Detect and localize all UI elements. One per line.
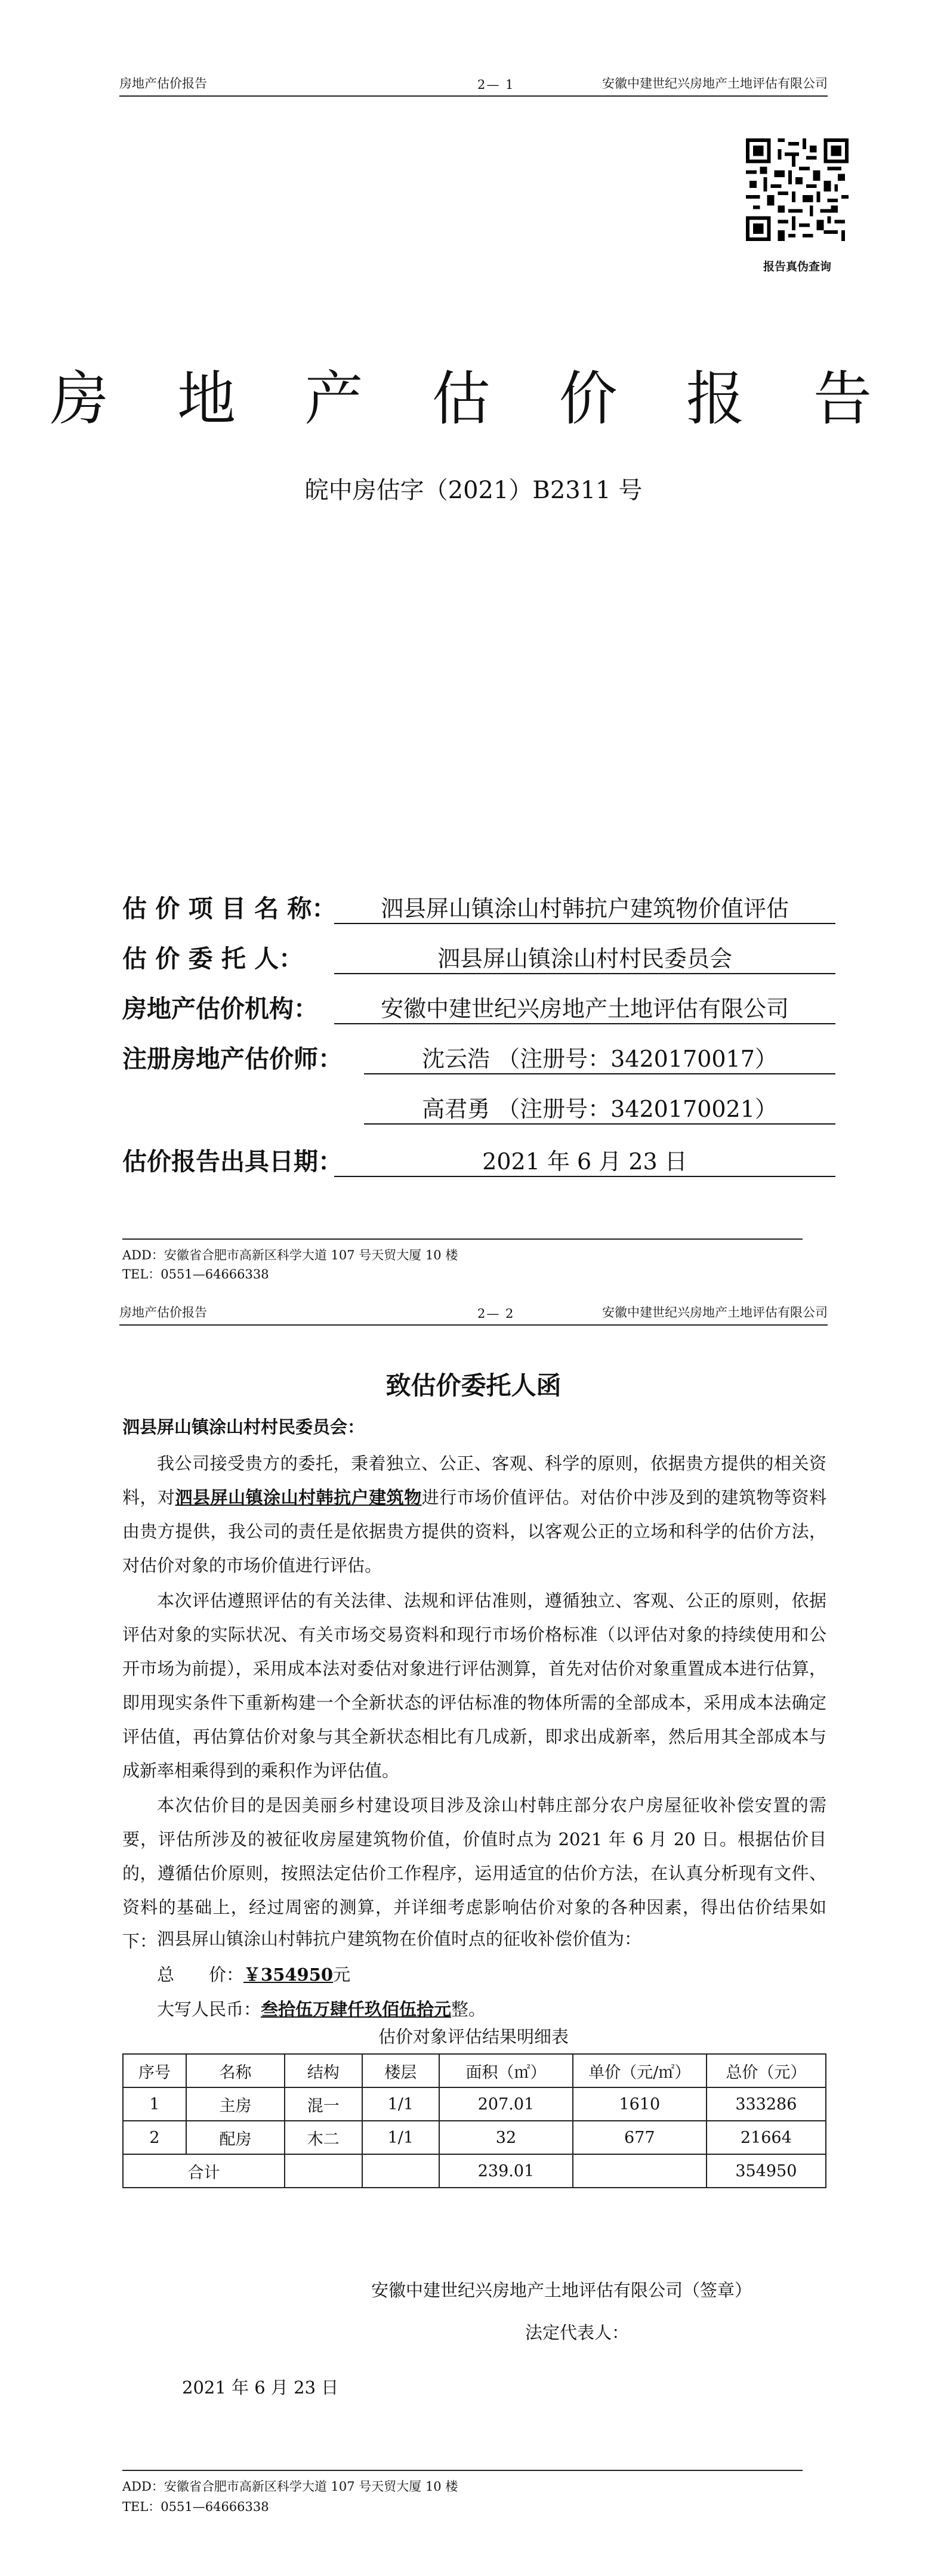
footer-divider xyxy=(122,2470,803,2471)
col-header: 总价（元） xyxy=(707,2054,826,2087)
table-cell xyxy=(573,2154,707,2188)
info-value-client: 泗县屏山镇涂山村村民委员会 xyxy=(334,940,835,974)
table-cell: 333286 xyxy=(707,2087,826,2121)
valuation-detail-table xyxy=(122,2053,826,2188)
table-cell: 1/1 xyxy=(362,2121,440,2154)
total-price-line xyxy=(157,1962,350,1986)
total-label-cell: 合计 xyxy=(123,2154,285,2188)
table-row xyxy=(123,2087,826,2121)
qr-caption: 报告真伪查询 xyxy=(763,260,831,273)
capital-amount-end: 整。 xyxy=(451,1999,486,2019)
info-label-agency: 房地产估价机构： xyxy=(122,994,318,1023)
table-cell: 1610 xyxy=(573,2087,707,2121)
info-label-date: 估价报告出具日期： xyxy=(122,1147,343,1176)
header-left: 房地产估价报告 xyxy=(119,76,207,91)
table-cell xyxy=(362,2154,440,2188)
col-header: 楼层 xyxy=(362,2054,440,2087)
report-title: 房 地 产 估 价 报 告 xyxy=(50,365,897,433)
p1-text-a: 我公司接受贵方的委托，秉着独立、公正、客观、科学的原则，依据贵方提供的相关资料，对 xyxy=(122,1453,826,1508)
legal-representative: 法定代表人： xyxy=(525,2322,630,2343)
capital-amount-line xyxy=(157,1996,486,2021)
table-row xyxy=(123,2121,826,2154)
info-label-client: 估 价 委 托 人： xyxy=(122,944,304,973)
info-value-project: 泗县屏山镇涂山村韩抗户建筑物价值评估 xyxy=(334,890,835,924)
total-amount-cell: 354950 xyxy=(707,2154,826,2188)
signature-company: 安徽中建世纪兴房地产土地评估有限公司（签章） xyxy=(371,2280,752,2300)
page-number: 2— 1 xyxy=(477,78,515,92)
salutation: 泗县屏山镇涂山村村民委员会： xyxy=(122,1417,365,1437)
total-price-value: ￥354950 xyxy=(243,1965,334,1985)
table-cell: 1/1 xyxy=(362,2087,440,2121)
table-cell: 混一 xyxy=(285,2087,362,2121)
paragraph-1 xyxy=(122,1447,826,1583)
table-cell: 21664 xyxy=(707,2121,826,2154)
col-header: 名称 xyxy=(186,2054,285,2087)
col-header: 结构 xyxy=(285,2054,362,2087)
letter-page xyxy=(0,1301,947,2576)
info-label-appraiser: 注册房地产估价师： xyxy=(122,1045,343,1073)
table-total-row xyxy=(123,2154,826,2188)
table-cell: 207.01 xyxy=(439,2087,573,2121)
table-header-row xyxy=(123,2054,826,2087)
table-cell: 2 xyxy=(123,2121,186,2154)
capital-amount-value: 叁拾伍万肆仟玖佰伍拾元 xyxy=(261,1999,452,2019)
table-cell: 1 xyxy=(123,2087,186,2121)
table-cell: 配房 xyxy=(186,2121,285,2154)
footer-tel: TEL：0551—64666338 xyxy=(122,1267,269,1281)
footer-tel: TEL：0551—64666338 xyxy=(122,2500,269,2514)
header-right: 安徽中建世纪兴房地产土地评估有限公司 xyxy=(602,76,828,91)
total-area-cell: 239.01 xyxy=(439,2154,573,2188)
header-right: 安徽中建世纪兴房地产土地评估有限公司 xyxy=(602,1305,828,1320)
paragraph-4: 泗县屏山镇涂山村韩抗户建筑物在价值时点的征收补偿价值为： xyxy=(157,1929,642,1949)
table-cell: 木二 xyxy=(285,2121,362,2154)
footer-divider xyxy=(122,1238,803,1240)
page-header xyxy=(119,72,828,97)
total-price-unit: 元 xyxy=(333,1965,351,1985)
footer-address: ADD：安徽省合肥市高新区科学大道 107 号天贸大厦 10 楼 xyxy=(122,1248,458,1262)
capital-amount-label: 大写人民币： xyxy=(157,1999,261,2019)
letter-title: 致估价委托人函 xyxy=(385,1371,562,1400)
table-title: 估价对象评估结果明细表 xyxy=(378,2027,569,2047)
info-label-project: 估 价 项 目 名 称： xyxy=(122,894,337,923)
table-cell: 主房 xyxy=(186,2087,285,2121)
paragraph-2: 本次评估遵照评估的有关法律、法规和评估准则，遵循独立、客观、公正的原则，依据评估对象的实际状况、有关市场交易资料和现行市场价格标准（以评估对象的持续使用和公开市场为前提），采用成本法对委估对象进行评估测算，首先对估价对象重置成本进行估算，即用现实条件下重新构建一个全新状态的评估标准的物体所需的全部成本，采用成本法确定评估值，再估算估价对象与其全新状态相比有几成新，即求出成新率，然后用其全部成本与成新率相乘得到的乘积作为评估值。 xyxy=(122,1590,826,1781)
info-value-date: 2021 年 6 月 23 日 xyxy=(334,1143,835,1177)
qr-code xyxy=(746,138,849,241)
total-price-label: 总 价： xyxy=(157,1965,244,1985)
paragraph-3: 本次估价目的是因美丽乡村建设项目涉及涂山村韩庄部分农户房屋征收补偿安置的需要，评估所涉及的被征收房屋建筑物价值，价值时点为 2021 年 6 月 20 日。根据估价目的，遵循估价原则，按照法定估价工作程序，运用适宜的估价方法，在认真分析现有文件、资料的基础上，经过周密的测算，并详细考虑影响估价对象的各种因素，得出估价结果如下： xyxy=(122,1795,826,1951)
page-header xyxy=(119,1301,828,1326)
info-value-appraiser-1: 沈云浩 （注册号：3420170017） xyxy=(364,1040,835,1074)
page-number: 2— 2 xyxy=(477,1306,515,1321)
table-cell: 677 xyxy=(573,2121,707,2154)
p1-subject: 泗县屏山镇涂山村韩抗户建筑物 xyxy=(175,1487,422,1508)
info-value-agency: 安徽中建世纪兴房地产土地评估有限公司 xyxy=(334,990,835,1024)
info-value-appraiser-2: 高君勇 （注册号：3420170021） xyxy=(364,1091,835,1125)
col-header: 面积（㎡） xyxy=(439,2054,573,2087)
col-header: 单价（元/㎡） xyxy=(573,2054,707,2087)
footer-address: ADD：安徽省合肥市高新区科学大道 107 号天贸大厦 10 楼 xyxy=(122,2479,458,2494)
p1-text-c: 进行市场价值评估。对估价中涉及到的建筑物等资料由贵方提供，我公司的责任是依据贵方提供的资料，以客观公正的立场和科学的估价方法，对估价对象的市场价值进行评估。 xyxy=(122,1487,826,1576)
letter-date: 2021 年 6 月 23 日 xyxy=(182,2377,339,2398)
header-left: 房地产估价报告 xyxy=(119,1305,207,1320)
table-cell xyxy=(285,2154,362,2188)
document-number: 皖中房估字（2021）B2311 号 xyxy=(304,477,643,504)
col-header: 序号 xyxy=(123,2054,186,2087)
table-cell: 32 xyxy=(439,2121,573,2154)
